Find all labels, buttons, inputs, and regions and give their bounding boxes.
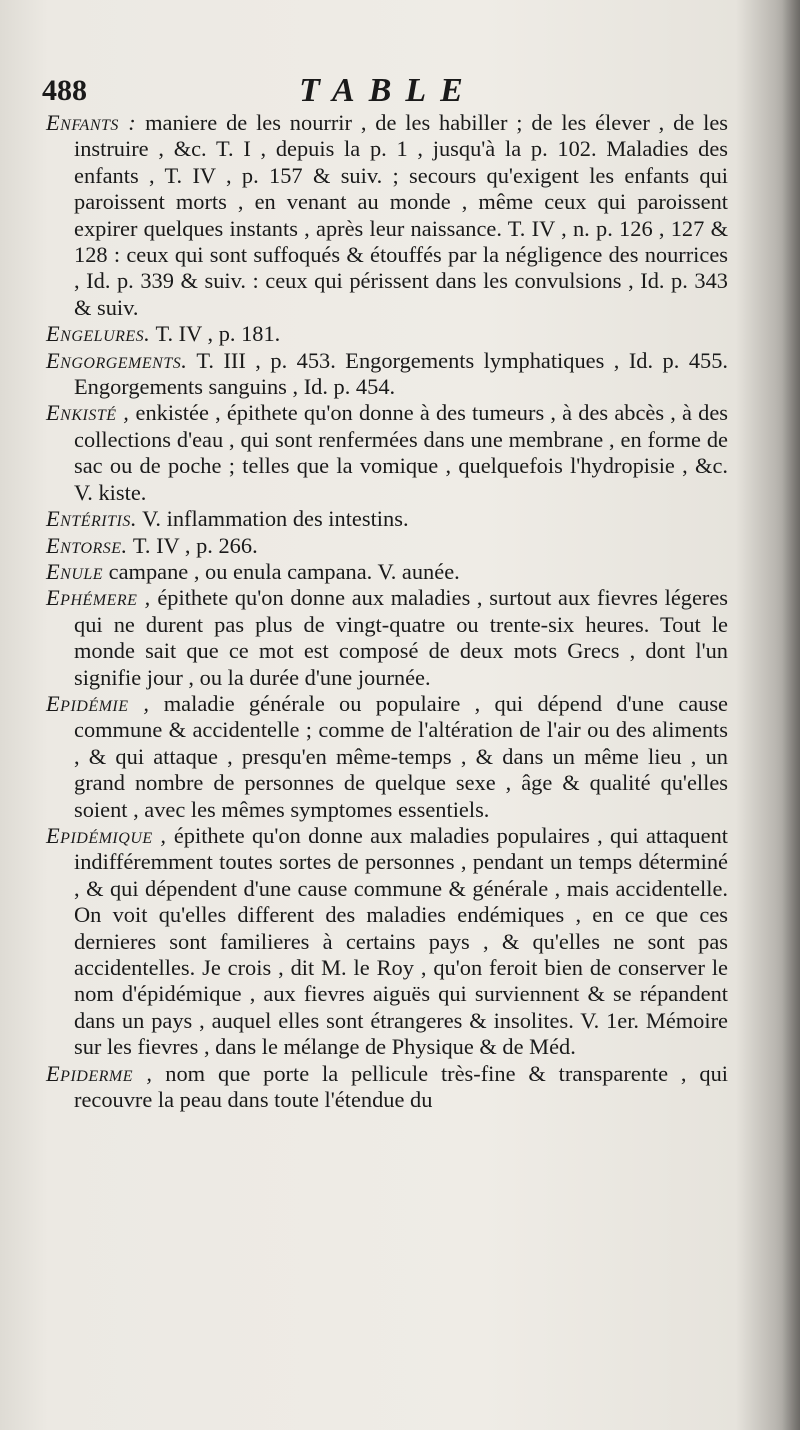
entry-text: épithete qu'on donne aux maladies populaires , qui attaquent indifféremment toutes sortes de personnes , pendant un temps déterminé , & qui dépendent d'une cause commune & générale , mais accidentelle. On voit qu'elles different des maladies endémiques , en ce que ces dernieres sont familieres à certains pays , & qu'elles ne sont pas accidentelles. Je crois , dit M. le Roy , qu'on feroit bien de conserver le nom d'épidémique , aux fievres aiguës qui surviennent & se répandent dans un pays , auquel elles sont étrangeres & insolites. V. 1er. Mémoire sur les fievres , dans le mélange de Physique & de Méd. (74, 822, 729, 1060)
page-number: 488 (42, 74, 87, 107)
entry-text: enkistée , épithete qu'on donne à des tumeurs , à des abcès , à des collections d'eau , qui sont renfermées dans une membrane , en forme de sac ou de poche ; telles que la vomique , quelquefois l'hydropisie , &c. V. kiste. (74, 400, 729, 505)
entry-headword: Engorgements. (46, 347, 188, 373)
entry-headword: Enule (46, 558, 104, 584)
index-entry-enkiste (46, 400, 728, 506)
entry-headword: Epidémie , (46, 690, 150, 716)
entry-headword: Epidémique , (46, 822, 167, 848)
page-edge-shadow (782, 0, 800, 1430)
entry-text: épithete qu'on donne aux maladies , surtout aux fievres légeres qui ne durent pas plus de vingt-quatre ou trente-six heures. Tout le monde sait que ce mot est composé de deux mots Grecs , dont l'un signifie jour , ou la durée d'une journée. (74, 585, 728, 690)
entry-text: V. inflammation des intestins. (136, 506, 409, 532)
entry-headword: Enkisté , (46, 400, 130, 426)
index-entry-entorse (46, 533, 728, 559)
entry-headword: Enfants : (46, 110, 137, 135)
entry-text: campane , ou enula campana. V. aunée. (103, 558, 460, 584)
index-entry-epidemique (46, 823, 728, 1061)
running-title: TABLE (299, 72, 477, 109)
entry-headword: Engelures. (46, 321, 151, 347)
index-entries (46, 110, 728, 1113)
page-header (38, 74, 738, 114)
index-entry-epiderme (46, 1061, 728, 1114)
entry-text: nom que porte la pellicule très-fine & transparente , qui recouvre la peau dans toute l'étendue du (74, 1060, 728, 1113)
index-entry-engorgements (46, 348, 728, 401)
entry-headword: Epiderme , (46, 1060, 153, 1086)
index-entry-enfants (46, 110, 728, 321)
index-entry-epidemie (46, 691, 728, 823)
entry-headword: Entéritis. (46, 506, 137, 532)
entry-headword: Entorse. (46, 532, 128, 558)
entry-text: maladie générale ou populaire , qui dépend d'une cause commune & accidentelle ; comme de l'altération de l'air ou des aliments , & qui attaque , presqu'en même-temps , & dans un même lieu , un grand nombre de personnes de quelque sexe , âge & qualité qu'elles soient , avec les mêmes symptomes essentiels. (74, 690, 728, 822)
entry-text: T. IV , p. 266. (127, 532, 258, 558)
entry-headword: Ephémere , (46, 585, 151, 611)
index-entry-enule (46, 559, 728, 585)
entry-text: T. IV , p. 181. (150, 321, 281, 347)
entry-text: T. III , p. 453. Engorgements lymphatiques , Id. p. 455. Engorgements sanguins , Id. p. 454. (74, 347, 728, 400)
index-entry-engelures (46, 321, 728, 347)
index-entry-ephemere (46, 585, 728, 691)
index-entry-enteritis (46, 506, 728, 532)
entry-text: maniere de les nourrir , de les habiller ; de les élever , de les instruire , &c. T. I , depuis la p. 1 , jusqu'à la p. 102. Maladies des enfants , T. IV , p. 157 & suiv. ; secours qu'exigent les enfants qui paroissent morts , en venant au monde , même ceux qui paroissent expirer quelques instants , après leur naissance. T. IV , n. p. 126 , 127 & 128 : ceux qui sont suffoqués & étouffés par la négligence des nourrices , Id. p. 339 & suiv. : ceux qui périssent dans les convulsions , Id. p. 343 & suiv. (74, 110, 728, 320)
